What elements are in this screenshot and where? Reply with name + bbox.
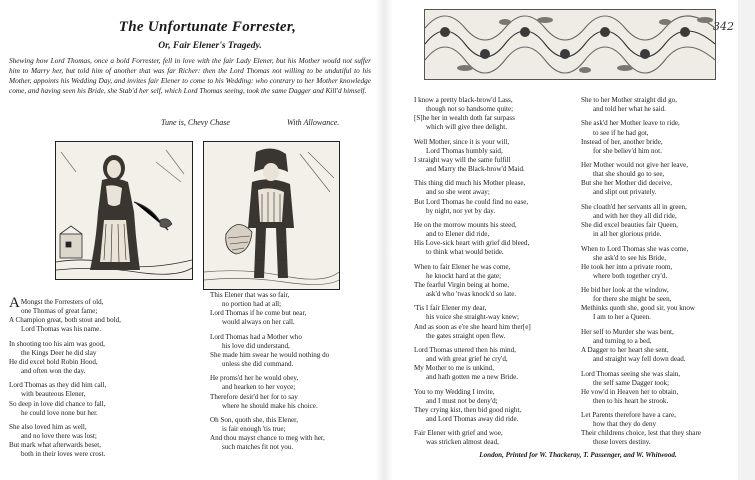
- stanza: [210, 333, 375, 369]
- verse-line: He did excel bold Robin Hood,: [9, 357, 98, 366]
- verse-line: When to Lord Thomas she was come,: [581, 244, 689, 253]
- woodcut-woman-illustration: [56, 142, 192, 279]
- stanza: [210, 416, 375, 452]
- stanza: [9, 423, 189, 459]
- verse-line: Her Mother would not give her leave,: [581, 161, 688, 170]
- verse-line: which will give thee delight.: [426, 123, 507, 132]
- drop-cap-letter: A: [9, 295, 20, 311]
- stanza: [9, 381, 189, 417]
- verse-line: and turning to a bed,: [593, 336, 652, 345]
- stanza: [210, 291, 375, 327]
- verse-line: He vow'd in Heaven her to obtain,: [581, 387, 679, 396]
- verse-line: So deep in love did chance to fall,: [9, 399, 106, 408]
- verse-line: In shooting too his aim was good,: [9, 339, 105, 348]
- verse-line: Oh Son, quoth she, this Elener,: [210, 416, 298, 425]
- stanza: [581, 96, 739, 114]
- verse-line: though not so handsome quite;: [426, 105, 514, 114]
- verse-line: You to my Wedding I invite,: [414, 387, 495, 396]
- verse-line: and hath gotten me a new Bride.: [426, 373, 518, 382]
- verse-line: Let Parents therefore have a care,: [581, 411, 676, 420]
- verse-line: those lovers destiny.: [593, 438, 651, 447]
- verse-column-2: [210, 291, 375, 458]
- imprint-footer: London, Printed for W. Thackeray, T. Passenger, and W. Whitwood.: [479, 451, 677, 459]
- verse-column-4: [581, 96, 739, 453]
- verse-line: both in their loves were crost.: [21, 450, 106, 459]
- stanza: [414, 388, 584, 424]
- stanza: [210, 374, 375, 410]
- verse-line: She cloath'd her servants all in green,: [581, 202, 687, 211]
- verse-line: and told her what he said.: [593, 105, 666, 114]
- verse-line: A Champion great, both stout and bold,: [9, 316, 121, 325]
- stanza: [581, 370, 739, 406]
- verse-line: to see if he had got,: [593, 128, 649, 137]
- stanza: [414, 304, 584, 340]
- ballad-title: The Unfortunate Forrester,: [118, 19, 297, 35]
- verse-line: But she her Mother did deceive,: [581, 179, 673, 188]
- verse-line: Lord Thomas humbly said,: [426, 146, 503, 155]
- verse-line: was stricken almost dead,: [426, 438, 499, 447]
- verse-line: his love did understand,: [222, 341, 290, 350]
- verse-line: and to Elener did ride,: [426, 230, 490, 239]
- verse-line: His Love-sick heart with grief did bleed,: [414, 239, 530, 248]
- stanza: [581, 161, 739, 197]
- decorative-ornament-band: [424, 9, 716, 80]
- verse-line: and with her they all did ride,: [593, 211, 677, 220]
- page-number: 342: [713, 20, 734, 33]
- verse-column-3: [414, 96, 584, 453]
- verse-line: to think what would betide.: [426, 248, 504, 257]
- verse-line: Therefore desir'd her for to say: [210, 392, 298, 401]
- verse-line: where he should make his choice.: [222, 401, 318, 410]
- verse-line: then to his heart he strook.: [593, 396, 669, 405]
- verse-line: and slipt out privately.: [593, 188, 657, 197]
- verse-line: and with great grief he cry'd,: [426, 355, 508, 364]
- verse-line: unless she did command.: [222, 359, 294, 368]
- verse-line: for there she might be seen,: [593, 295, 672, 304]
- verse-line: in all her glorious pride.: [593, 230, 662, 239]
- page-gutter: [375, 0, 393, 480]
- verse-line: ask'd who 'twas knock'd so late.: [426, 289, 517, 298]
- verse-line: He bid her look at the window,: [581, 286, 669, 295]
- verse-line: She made him swear he would nothing do: [210, 350, 330, 359]
- verse-line: Their childrens choice, lest that they share: [581, 429, 701, 438]
- verse-line: no portion had at all;: [222, 300, 282, 309]
- verse-line: Lord Thomas seeing she was slain,: [581, 369, 681, 378]
- verse-line: she ask'd to see his Bride,: [593, 253, 666, 262]
- stanza: [581, 411, 739, 447]
- stanza: [581, 245, 739, 281]
- verse-line: They crying kist, then bid good night,: [414, 405, 522, 414]
- verse-line: Lord Thomas was his name.: [21, 325, 102, 334]
- stanza: [414, 96, 584, 132]
- verse-line: and Lord Thomas away did ride.: [426, 414, 519, 423]
- floral-ornament: [425, 10, 715, 79]
- woodcut-woman: [55, 141, 193, 280]
- stanza: [581, 328, 739, 364]
- verse-line: Lord Thomas if he come but near,: [210, 309, 307, 318]
- verse-line: Lord Thomas as they did him call,: [9, 381, 107, 390]
- verse-line: is fair enough 'tis true;: [222, 425, 286, 434]
- verse-line: He proms'd her he would obey,: [210, 374, 299, 383]
- stanza: [581, 203, 739, 239]
- verse-line: for she believ'd him not.: [593, 146, 662, 155]
- verse-line: This Elener that was so fair,: [210, 291, 290, 299]
- verse-line: I am to her a Queen.: [593, 313, 651, 322]
- verse-line: She did excel beauties fair Queen,: [581, 221, 678, 230]
- verse-line: Lord Thomas had a Mother who: [210, 332, 302, 341]
- verse-line: She ask'd her Mother leave to ride,: [581, 119, 680, 128]
- verse-line: by night, nor yet by day.: [426, 206, 496, 215]
- verse-line: and hearken to her voyce;: [222, 383, 296, 392]
- stanza: [414, 138, 584, 174]
- stanza: [414, 179, 584, 215]
- verse-line: would always on her call.: [222, 318, 295, 327]
- verse-line: But Lord Thomas he could find no ease,: [414, 197, 529, 206]
- page-edge: [738, 0, 755, 480]
- verse-line: such matches fit not you.: [222, 443, 294, 452]
- verse-line: and Marry the Black-brow'd Maid.: [426, 164, 525, 173]
- woodcut-man-illustration: [204, 142, 339, 289]
- verse-line: his voice she straight-way knew;: [426, 313, 519, 322]
- stanza: [414, 429, 584, 447]
- stanza: [581, 119, 739, 155]
- ballad-subtitle: Or, Fair Elener's Tragedy.: [158, 41, 262, 51]
- verse-line: Fair Elener with grief and woe,: [414, 429, 503, 438]
- verse-line: and straight way fell down dead.: [593, 355, 686, 364]
- stanza: [9, 295, 189, 334]
- verse-line: with beauteous Elener,: [21, 390, 86, 399]
- ballad-introduction: Shewing how Lord Thomas, once a bold Forrester, fell in love with the fair Lady Elener, but his Mother would not suffer him to Marry her, but told him of another that was far Richer: then the Lord Thomas not willing to be undutiful to his Mother, appoints his Wedding Day, and invites fair Elener to come to his Wedding: who contrary to her Mother knowledge come, and having seen his Bride, she Stab'd her self, which Lord Thomas seeing, took the same Dagger and Kill'd himself.: [9, 56, 371, 95]
- verse-line: 'Tis I fair Elener my dear,: [414, 304, 487, 313]
- verse-line: Methinks quoth she, good sir, you know: [581, 304, 696, 313]
- verse-line: the Kings Deer he did slay: [21, 348, 97, 357]
- verse-line: and no love there was lost;: [21, 432, 97, 441]
- verse-line: This thing did much his Mother please,: [414, 179, 526, 188]
- verse-line: how that they do deny: [593, 420, 657, 429]
- verse-line: But mark what afterwards beset,: [9, 441, 101, 450]
- woodcut-man: [203, 141, 340, 290]
- verse-line: A Mongst the Forresters of old,: [9, 295, 104, 311]
- verse-line: and often won the day.: [21, 366, 86, 375]
- verse-line: one Thomas of great fame;: [21, 307, 98, 316]
- verse-line: She to her Mother straight did go,: [581, 96, 677, 104]
- verse-line: He on the morrow mounts his steed,: [414, 221, 517, 230]
- verse-line: he knockt hard at the gate;: [426, 271, 502, 280]
- stanza: [414, 263, 584, 299]
- stanza: [9, 340, 189, 376]
- verse-line: Her self to Murder she was bent,: [581, 327, 674, 336]
- verse-line: and I must not be deny'd;: [426, 396, 498, 405]
- verse-line: and so she went away;: [426, 188, 490, 197]
- stanza: [581, 286, 739, 322]
- verse-line: I straight way will the same fulfill: [414, 155, 511, 164]
- stanza: [414, 346, 584, 382]
- verse-line: A Dagger to her heart she sent,: [581, 346, 669, 355]
- verse-line: And thou mayst chance to meg with her,: [210, 434, 325, 443]
- verse-line: I know a pretty black-brow'd Lass,: [414, 96, 513, 104]
- verse-line: When to fair Elener he was come,: [414, 262, 511, 271]
- verse-line: And as soon as e're she heard him ther[e]: [414, 322, 531, 331]
- verse-line: the gates straight open flew.: [426, 331, 506, 340]
- verse-line: he could love none but her.: [21, 408, 98, 417]
- verse-line: He took her into a private room,: [581, 262, 673, 271]
- tune-line: Tune is, Chevy Chase: [161, 118, 230, 127]
- verse-line: My Mother to me is unkind,: [414, 364, 494, 373]
- verse-line: The fearful Virgin being at home,: [414, 280, 510, 289]
- verse-column-1: [9, 295, 189, 465]
- verse-line: the self same Dagger took;: [593, 378, 670, 387]
- verse-line: Instead of her, another bride,: [581, 137, 663, 146]
- verse-line: Well Mother, since it is your will,: [414, 137, 510, 146]
- stanza: [414, 221, 584, 257]
- verse-line: that she should go to see,: [593, 170, 665, 179]
- verse-line: where both together cry'd.: [593, 271, 668, 280]
- verse-line: She also loved him as well,: [9, 423, 87, 432]
- verse-line: [S]he her in wealth doth far surpass: [414, 114, 515, 123]
- verse-line: Lord Thomas uttered then his mind,: [414, 346, 516, 355]
- allowance-line: With Allowance.: [287, 118, 340, 127]
